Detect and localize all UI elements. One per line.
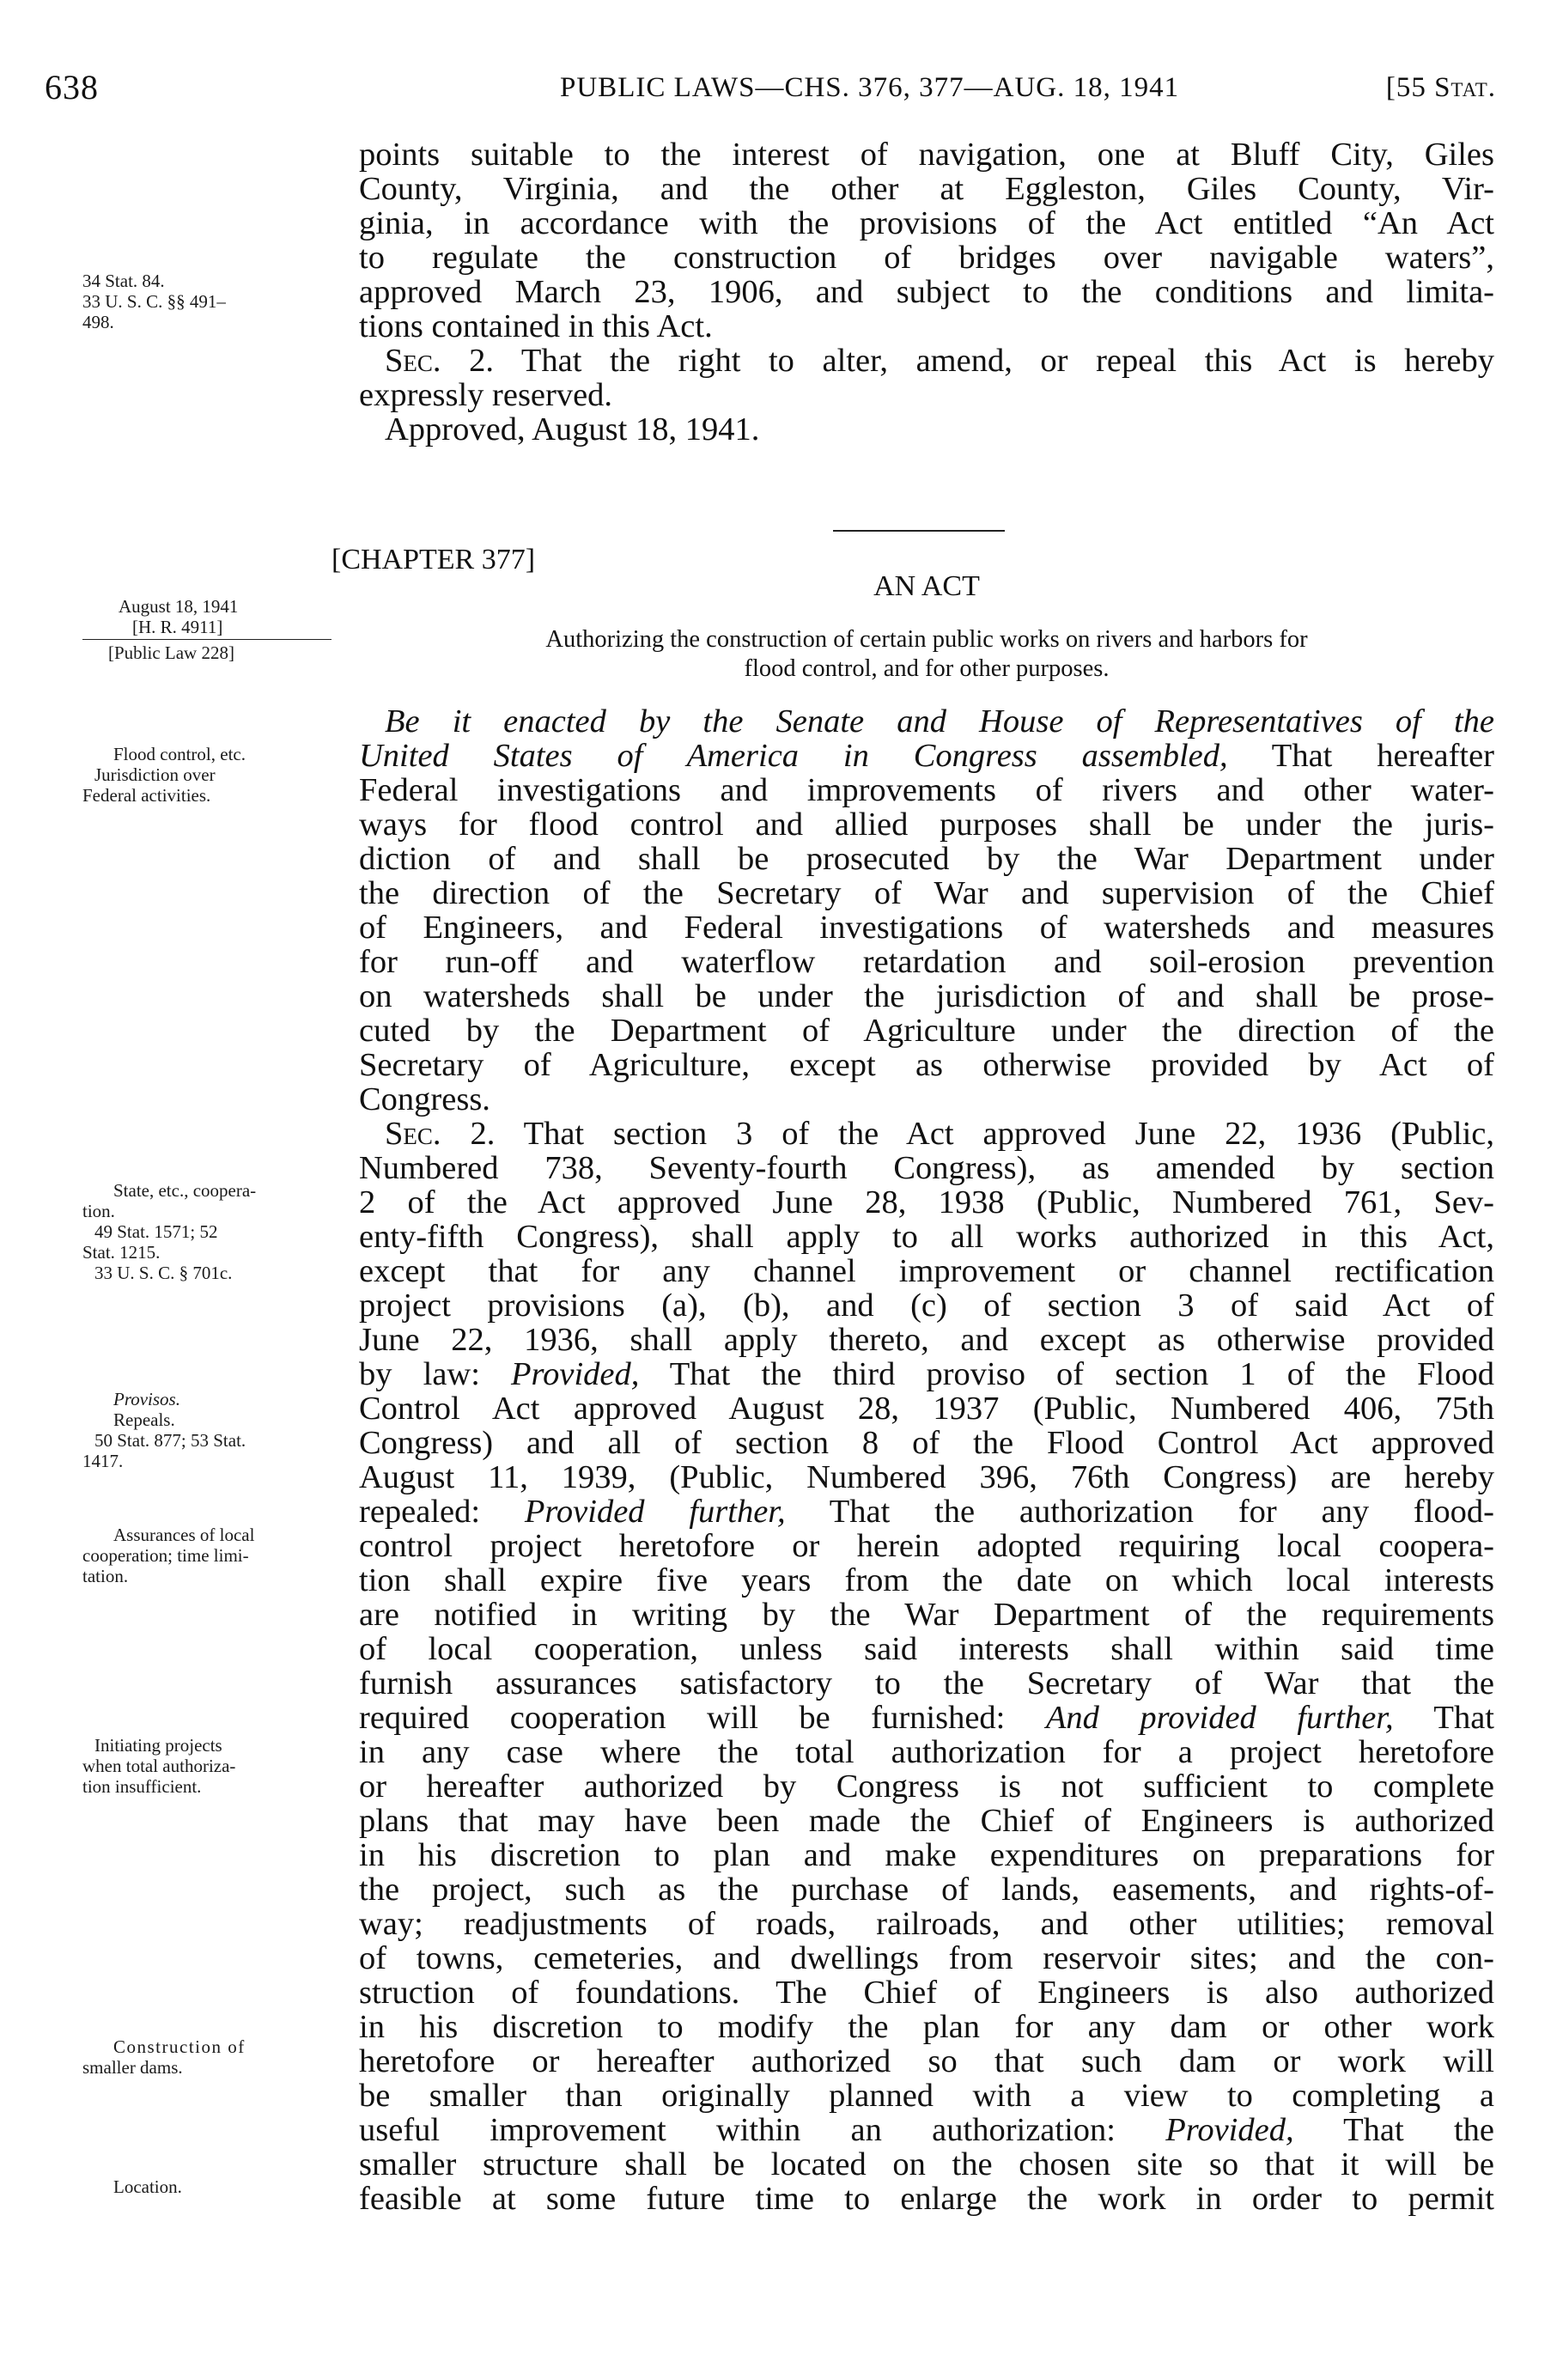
margin-note-provisos bbox=[82, 1389, 342, 1471]
margin-line: 1417. bbox=[82, 1451, 124, 1471]
volume-ref-stat: Stat. bbox=[1434, 72, 1496, 103]
body-line: smaller structure shall be located on the chosen site so that it will be bbox=[359, 2146, 1494, 2182]
enacting-section bbox=[359, 704, 1494, 2216]
body-line: feasible at some future time to enlarge the work in order to permit bbox=[359, 2181, 1494, 2217]
body-line: plans that may have been made the Chief of Engineers is authorized bbox=[359, 1803, 1494, 1839]
body-line: Secretary of Agriculture, except as otherwise provided by Act of bbox=[359, 1047, 1494, 1083]
body-text: by law: bbox=[359, 1356, 512, 1392]
body-line: in his discretion to plan and make expenditures on preparations for bbox=[359, 1837, 1494, 1873]
running-head: PUBLIC LAWS—CHS. 376, 377—AUG. 18, 1941 bbox=[560, 72, 1180, 103]
page-header bbox=[45, 67, 1496, 119]
body-line: are notified in writing by the War Department of the requirements bbox=[359, 1597, 1494, 1633]
margin-location: Location. bbox=[113, 2176, 182, 2197]
margin-line: 50 Stat. 877; 53 Stat. bbox=[94, 1430, 246, 1451]
margin-bill: [H. R. 4911] bbox=[132, 617, 223, 637]
body-text: That hereafter bbox=[1227, 738, 1494, 774]
body-text: That section 3 of the Act approved June 22, 1936 (Public, bbox=[495, 1116, 1494, 1152]
body-line: control project heretofore or herein adopted requiring local coopera- bbox=[359, 1528, 1494, 1564]
body-line: points suitable to the interest of navigation, one at Bluff City, Giles bbox=[359, 137, 1494, 173]
body-line: tions contained in this Act. bbox=[359, 308, 713, 344]
margin-note-initiating bbox=[82, 1735, 342, 1797]
body-line: in any case where the total authorization for a project heretofore bbox=[359, 1734, 1494, 1770]
body-line: to regulate the construction of bridges over navigable waters”, bbox=[359, 240, 1494, 276]
body-line: August 11, 1939, (Public, Numbered 396, 76th Congress) are hereby bbox=[359, 1459, 1494, 1495]
margin-note-construction bbox=[82, 2036, 342, 2078]
margin-line: 34 Stat. 84. bbox=[82, 271, 165, 291]
and-provided-further-italic: And provided further, bbox=[1045, 1700, 1394, 1736]
margin-note-state-cooperation bbox=[82, 1180, 342, 1283]
body-line: ways for flood control and allied purposes shall be under the juris- bbox=[359, 807, 1494, 843]
act-title: AN ACT bbox=[873, 570, 980, 602]
margin-note-stat-citation bbox=[82, 271, 342, 332]
margin-line: tion insufficient. bbox=[82, 1776, 202, 1797]
page-number: 638 bbox=[45, 68, 99, 107]
body-line: Control Act approved August 28, 1937 (Public, Numbered 406, 75th bbox=[359, 1391, 1494, 1427]
margin-note-assurances bbox=[82, 1525, 342, 1586]
body-line: June 22, 1936, shall apply thereto, and except as otherwise provided bbox=[359, 1322, 1494, 1358]
body-line: for run-off and waterflow retardation and soil-erosion prevention bbox=[359, 944, 1494, 980]
margin-line: Repeals. bbox=[113, 1409, 175, 1430]
margin-line: 49 Stat. 1571; 52 bbox=[94, 1221, 218, 1242]
approval-line: Approved, August 18, 1941. bbox=[385, 411, 760, 447]
body-line: heretofore or hereafter authorized so that such dam or work will bbox=[359, 2043, 1494, 2079]
provided-further-italic: Provided further, bbox=[524, 1494, 786, 1530]
body-line: on watersheds shall be under the jurisdiction of and shall be prose- bbox=[359, 978, 1494, 1014]
body-line: approved March 23, 1906, and subject to the conditions and limita- bbox=[359, 274, 1494, 310]
body-line: Congress. bbox=[359, 1081, 490, 1117]
margin-line: 33 U. S. C. §§ 491– bbox=[82, 291, 226, 312]
body-line: furnish assurances satisfactory to the Secretary of War that the bbox=[359, 1665, 1494, 1701]
act-description bbox=[359, 625, 1494, 684]
margin-line: Construction of bbox=[113, 2036, 246, 2057]
body-text: That the bbox=[1293, 2112, 1494, 2148]
margin-note-flood-control bbox=[82, 744, 342, 806]
section-two-reservation bbox=[359, 344, 1494, 378]
margin-provisos: Provisos. bbox=[113, 1389, 180, 1409]
margin-line: when total authoriza- bbox=[82, 1756, 236, 1776]
body-line: of local cooperation, unless said interests shall within said time bbox=[359, 1631, 1494, 1667]
margin-divider bbox=[82, 639, 331, 640]
body-line: except that for any channel improvement or channel rectification bbox=[359, 1253, 1494, 1289]
body-text: That the right to alter, amend, or repeal this Act is hereby bbox=[494, 343, 1494, 379]
body-line bbox=[359, 1701, 1494, 1735]
chapter-divider bbox=[833, 530, 1005, 532]
margin-line: smaller dams. bbox=[82, 2057, 183, 2078]
body-line: of towns, cemeteries, and dwellings from reservoir sites; and the con- bbox=[359, 1940, 1494, 1976]
margin-line: tion. bbox=[82, 1201, 115, 1221]
section-two-start bbox=[359, 1117, 1494, 1151]
enacting-clause-line: Be it enacted by the Senate and House of Representatives of the bbox=[385, 703, 1494, 740]
enacting-clause-italic: United States of America in Congress assembled, bbox=[359, 738, 1228, 774]
body-line: diction of and shall be prosecuted by the War Department under bbox=[359, 841, 1494, 877]
margin-line: Federal activities. bbox=[82, 785, 211, 806]
body-line: expressly reserved. bbox=[359, 377, 613, 413]
body-line: project provisions (a), (b), and (c) of section 3 of said Act of bbox=[359, 1287, 1494, 1324]
body-line: way; readjustments of roads, railroads, and other utilities; removal bbox=[359, 1906, 1494, 1942]
act-description-line: Authorizing the construction of certain public works on rivers and harbors for bbox=[545, 626, 1308, 653]
margin-line: tation. bbox=[82, 1566, 129, 1586]
margin-date: August 18, 1941 bbox=[119, 596, 239, 617]
body-line: Congress) and all of section 8 of the Flood Control Act approved bbox=[359, 1425, 1494, 1461]
margin-public-law: [Public Law 228] bbox=[108, 642, 234, 663]
body-text: repealed: bbox=[359, 1494, 525, 1530]
body-line: County, Virginia, and the other at Eggleston, Giles County, Vir- bbox=[359, 171, 1494, 207]
body-text: That the authorization for any flood- bbox=[785, 1494, 1494, 1530]
body-line: the direction of the Secretary of War and supervision of the Chief bbox=[359, 875, 1494, 911]
margin-line: Jurisdiction over bbox=[94, 764, 216, 785]
margin-line: 498. bbox=[82, 312, 114, 332]
margin-note-location bbox=[82, 2176, 342, 2197]
body-line: enty-fifth Congress), shall apply to all works authorized in this Act, bbox=[359, 1219, 1494, 1255]
body-line: or hereafter authorized by Congress is not sufficient to complete bbox=[359, 1768, 1494, 1805]
body-text: useful improvement within an authorization: bbox=[359, 2112, 1166, 2148]
chapter-label: [CHAPTER 377] bbox=[331, 544, 536, 575]
act-description-line: flood control, and for other purposes. bbox=[744, 655, 1110, 682]
body-line bbox=[359, 1494, 1494, 1529]
volume-ref-prefix: [55 bbox=[1385, 72, 1435, 103]
body-line: be smaller than originally planned with a view to completing a bbox=[359, 2078, 1494, 2114]
section-one-continued bbox=[359, 137, 1494, 447]
margin-line: Initiating projects bbox=[94, 1735, 222, 1756]
body-line: in his discretion to modify the plan for any dam or other work bbox=[359, 2009, 1494, 2045]
section-label: Sec. 2. bbox=[385, 343, 495, 379]
body-text: That the third proviso of section 1 of the Flood bbox=[639, 1356, 1494, 1392]
margin-line: State, etc., coopera- bbox=[113, 1180, 257, 1201]
body-text: That bbox=[1393, 1700, 1494, 1736]
body-line: Federal investigations and improvements of rivers and other water- bbox=[359, 772, 1494, 808]
margin-line: 33 U. S. C. § 701c. bbox=[94, 1263, 233, 1283]
body-line: 2 of the Act approved June 28, 1938 (Public, Numbered 761, Sev- bbox=[359, 1184, 1494, 1220]
section-label: Sec. 2. bbox=[385, 1116, 496, 1152]
body-line: struction of foundations. The Chief of Engineers is also authorized bbox=[359, 1975, 1494, 2011]
margin-line: Assurances of local bbox=[113, 1525, 255, 1545]
body-line bbox=[359, 2113, 1494, 2147]
provided-italic: Provided, bbox=[1165, 2112, 1294, 2148]
provided-italic: Provided, bbox=[511, 1356, 640, 1392]
body-line: the project, such as the purchase of lands, easements, and rights-of- bbox=[359, 1872, 1494, 1908]
margin-line: Stat. 1215. bbox=[82, 1242, 161, 1263]
margin-line: cooperation; time limi- bbox=[82, 1545, 249, 1566]
body-line: Numbered 738, Seventy-fourth Congress), as amended by section bbox=[359, 1150, 1494, 1186]
body-text: required cooperation will be furnished: bbox=[359, 1700, 1046, 1736]
body-line: tion shall expire five years from the date on which local interests bbox=[359, 1562, 1494, 1598]
margin-line: Flood control, etc. bbox=[113, 744, 246, 764]
body-line: of Engineers, and Federal investigations of watersheds and measures bbox=[359, 910, 1494, 946]
body-line: ginia, in accordance with the provisions of the Act entitled “An Act bbox=[359, 205, 1494, 241]
body-line bbox=[359, 1357, 1494, 1391]
volume-reference bbox=[1386, 72, 1496, 104]
margin-note-bill-info bbox=[82, 596, 342, 663]
enacting-clause-line bbox=[359, 739, 1494, 773]
body-line: cuted by the Department of Agriculture under the direction of the bbox=[359, 1013, 1494, 1049]
